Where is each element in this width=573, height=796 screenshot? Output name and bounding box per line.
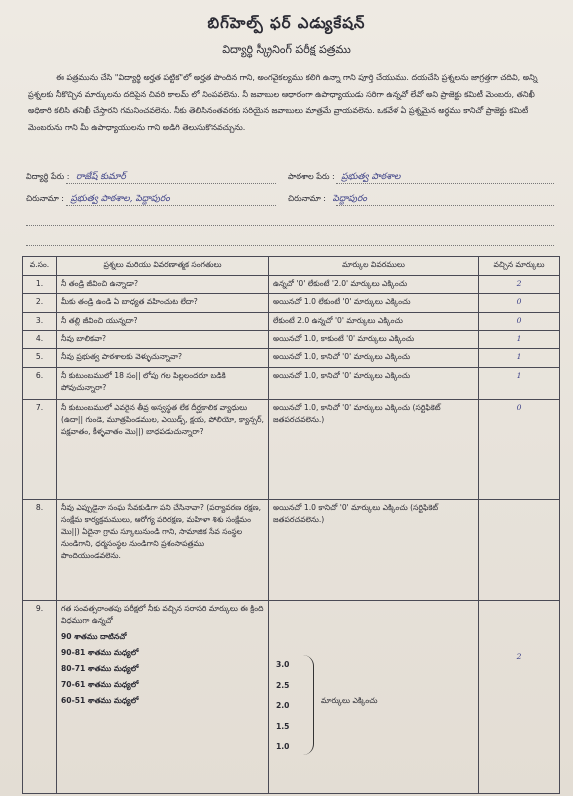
row-number: 2. <box>23 294 57 313</box>
blank-line-2 <box>26 245 554 246</box>
row-mark-input[interactable]: 0 <box>479 313 560 331</box>
header-question: ప్రశ్నలు మరియు వివరణాత్మక సంగతులు <box>57 257 269 276</box>
address-label: చిరునామా <box>26 194 59 203</box>
row-marks-rule: లేకుంటే 2.0 ఉన్నచో '0' మార్కులు ఎక్కించు <box>269 313 479 331</box>
row-mark-input[interactable]: 2 <box>479 601 560 794</box>
row-number: 1. <box>23 276 57 294</box>
header-serial: వ.సం. <box>23 257 57 276</box>
grade-values <box>276 655 289 758</box>
header-marks-rule: మార్కుల వివరములు <box>269 257 479 276</box>
table-row <box>23 601 560 794</box>
grade-points-column <box>273 603 474 751</box>
range-item <box>61 679 181 691</box>
row-question: నీవు ప్రభుత్వ పాఠశాలకు వెళ్ళుచున్నావా? <box>57 349 269 368</box>
row-mark-input[interactable]: 1 <box>479 368 560 400</box>
row-question: మీకు తండ్రి ఉండి ఏ బాధ్యత వహించుట లేదా? <box>57 294 269 313</box>
form-title: బిగ్‌హెల్ప్ ఫర్ ఎడ్యుకేషన్ <box>207 14 366 32</box>
table-row <box>23 276 560 294</box>
range-label: 90 శాతము దాటినచో <box>61 632 127 641</box>
school-name-value: ప్రభుత్వ పాఠశాల <box>341 172 401 182</box>
row-marks-rule: ఉన్నచో '0' లేకుంటే '2.0' మార్కులు ఎక్కించు <box>269 276 479 294</box>
row-question: గత సంవత్సరాంతపు పరీక్షలో నీకు వచ్చిన సరాసరి మార్కులు ఈ క్రింది విధముగా ఉన్నచో <box>61 604 264 625</box>
row-number: 3. <box>23 313 57 331</box>
row-marks-rule: అయినచో 1.0, కానిచో '0' మార్కులు ఎక్కించు <box>269 349 479 368</box>
row-number: 9. <box>23 601 57 794</box>
row-mark-input[interactable]: 1 <box>479 331 560 349</box>
range-item <box>61 663 181 675</box>
row-number: 7. <box>23 400 57 500</box>
row-question: నీ కుటుంబములో ఎవరైన తీవ్ర అస్వస్థత లేక దీర్ఘకాలిక వ్యాధులు (ఉదా|| గుండె, మూత్రపిండముల, ఎయిడ్స్, క్షయ, పోలియో, క్యాన్సర్, పక్షవాతం, కీళ్ళవాతం మొ||) బాధపడుచున్నారా? <box>57 400 269 500</box>
row-question-with-ranges <box>57 601 269 794</box>
brace-symbol <box>303 655 314 755</box>
student-name-label: విద్యార్థి పేరు <box>26 172 65 181</box>
grade-value: 2.5 <box>276 680 290 690</box>
table-row <box>23 500 560 601</box>
range-label: 60-51 శాతము మధ్యలో <box>61 696 139 705</box>
intro-paragraph: ఈ పత్రమును చేసి "విద్యార్థి అర్హత పట్టిక"లో అర్హత పొందిన గాని, అంగవైకల్యము కలిగి ఉన్నా గాని పూర్తి చేయుము. దయచేసి ప్రశ్నలను జాగ్రత్తగా చదివి, అన్ని ప్రశ్నలకు నీకొచ్చిన మార్కులను దదిపైన చివరి కాలమ్ లో నింపవలెను. నీ జవాబుల ఆధారంగా ఉపాధ్యాయుడు సరిగా ఉన్నవో లేవో అని ప్రాజెక్టు కమిటీ మెంబరు, తనిఖీ అధికారి కలిసి తనిఖీ చేస్తారని గమనించవలెను. నీకు తెలిసినంతవరకు సరియైన జవాబులు మాత్రమే వ్రాయవలెను. ఒకవేళ ఏ ప్రశ్నమైన అర్థము కానిచో ప్రాజెక్టు కమిటీ మెంబరును గాని మీ ఉపాధ్యాయులను గాని అడిగి తెలుసుకొనవచ్చును. <box>28 73 538 132</box>
range-label: 80-71 శాతము మధ్యలో <box>61 664 139 673</box>
row-mark-input[interactable]: 1 <box>479 349 560 368</box>
range-label: 70-61 శాతము మధ్యలో <box>61 680 139 689</box>
screening-table <box>22 256 560 794</box>
row-question: నీ తల్లి జీవించి యున్నదా? <box>57 313 269 331</box>
row-mark-input[interactable]: 2 <box>479 276 560 294</box>
row-marks-rule: అయినచో 1.0 లేకుంటే '0' మార్కులు ఎక్కించు <box>269 294 479 313</box>
row-number: 5. <box>23 349 57 368</box>
student-name-line <box>66 183 276 184</box>
row-question: నీవు బాలికవా? <box>57 331 269 349</box>
address-line <box>66 205 276 206</box>
school-name-line <box>336 183 554 184</box>
table-row <box>23 331 560 349</box>
school-name-label: పాఠశాల పేరు <box>288 172 330 181</box>
address2-field[interactable]: చిరునామా : పెద్దాపురం <box>288 194 367 204</box>
table-row <box>23 400 560 500</box>
blank-line-1 <box>26 225 554 226</box>
header-marks-obtained: వచ్చిన మార్కులు <box>479 257 560 276</box>
range-item <box>61 647 181 659</box>
address2-label: చిరునామా <box>288 194 321 203</box>
row-number: 8. <box>23 500 57 601</box>
table-row <box>23 349 560 368</box>
student-name-value: రాజేష్ కుమార్ <box>75 172 126 182</box>
row-mark-input[interactable]: 0 <box>479 294 560 313</box>
row-marks-rule: అయినచో 1.0, కానిచో '0' మార్కులు ఎక్కించు (సర్టిఫికెట్ జతపరచవలెను.) <box>269 400 479 500</box>
row-marks-rule: అయినచో 1.0, కానిచో '0' మార్కులు ఎక్కించు <box>269 368 479 400</box>
row-marks-rule: అయినచో 1.0, కాకుంటే '0' మార్కులు ఎక్కించు <box>269 331 479 349</box>
grade-value: 3.0 <box>276 660 290 669</box>
table-row <box>23 294 560 313</box>
row-question: నీ కుటుంబములో 18 సం|| లోపు గల పిల్లలందరూ బడికి పోవుచున్నారా? <box>57 368 269 400</box>
range-item <box>61 631 181 643</box>
grade-value: 2.0 <box>276 701 290 710</box>
row-mark-input[interactable] <box>479 500 560 601</box>
row-mark-input[interactable]: 0 <box>479 400 560 500</box>
range-caption: మార్కులు ఎక్కించు <box>321 696 378 705</box>
address-value: ప్రభుత్వ పాఠశాల, పెద్దాపురం <box>70 194 170 204</box>
table-row <box>23 313 560 331</box>
row-question: నీ తండ్రి జీవించి ఉన్నాడా? <box>57 276 269 294</box>
school-name-field[interactable]: పాఠశాల పేరు : ప్రభుత్వ పాఠశాల <box>288 172 401 182</box>
address2-line <box>336 205 554 206</box>
row-marks-rule-grades <box>269 601 479 794</box>
address2-value: పెద్దాపురం <box>332 194 367 204</box>
row-marks-rule: అయినచో 1.0 కానిచో '0' మార్కులు ఎక్కించు (సర్టిఫికెట్ జతపరచవలెను.) <box>269 500 479 601</box>
grade-value: 1.0 <box>276 742 290 751</box>
range-label: 90-81 శాతము మధ్యలో <box>61 648 139 657</box>
student-name-field[interactable]: విద్యార్థి పేరు : రాజేష్ కుమార్ <box>26 172 126 182</box>
form-subtitle: విద్యార్థి స్క్రీనింగ్ పరీక్ష పత్రము <box>222 43 351 56</box>
row-question: నీవు ఎప్పుడైనా సంఘ సేవకుడిగా పని చేసినావా? (పర్యావరణ రక్షణ, సంక్షేమ కార్యక్రమములు, ఆరోగ్య పరిరక్షణ, మహిళా శిశు సంక్షేమం మొ||) ఏదైనా గ్రామ స్కూలునుండి గాని, సామాజిక సేవ సంస్థల నుండిగాని, ధర్మసంస్థల నుండిగాని ప్రశంసాపత్రము పొందియుండవలెను. <box>57 500 269 601</box>
address-field[interactable]: చిరునామా : ప్రభుత్వ పాఠశాల, పెద్దాపురం <box>26 194 170 204</box>
row-number: 6. <box>23 368 57 400</box>
table-header-row <box>23 257 560 276</box>
range-item <box>61 695 181 707</box>
row-number: 4. <box>23 331 57 349</box>
grade-value: 1.5 <box>276 721 290 731</box>
table-row <box>23 368 560 400</box>
